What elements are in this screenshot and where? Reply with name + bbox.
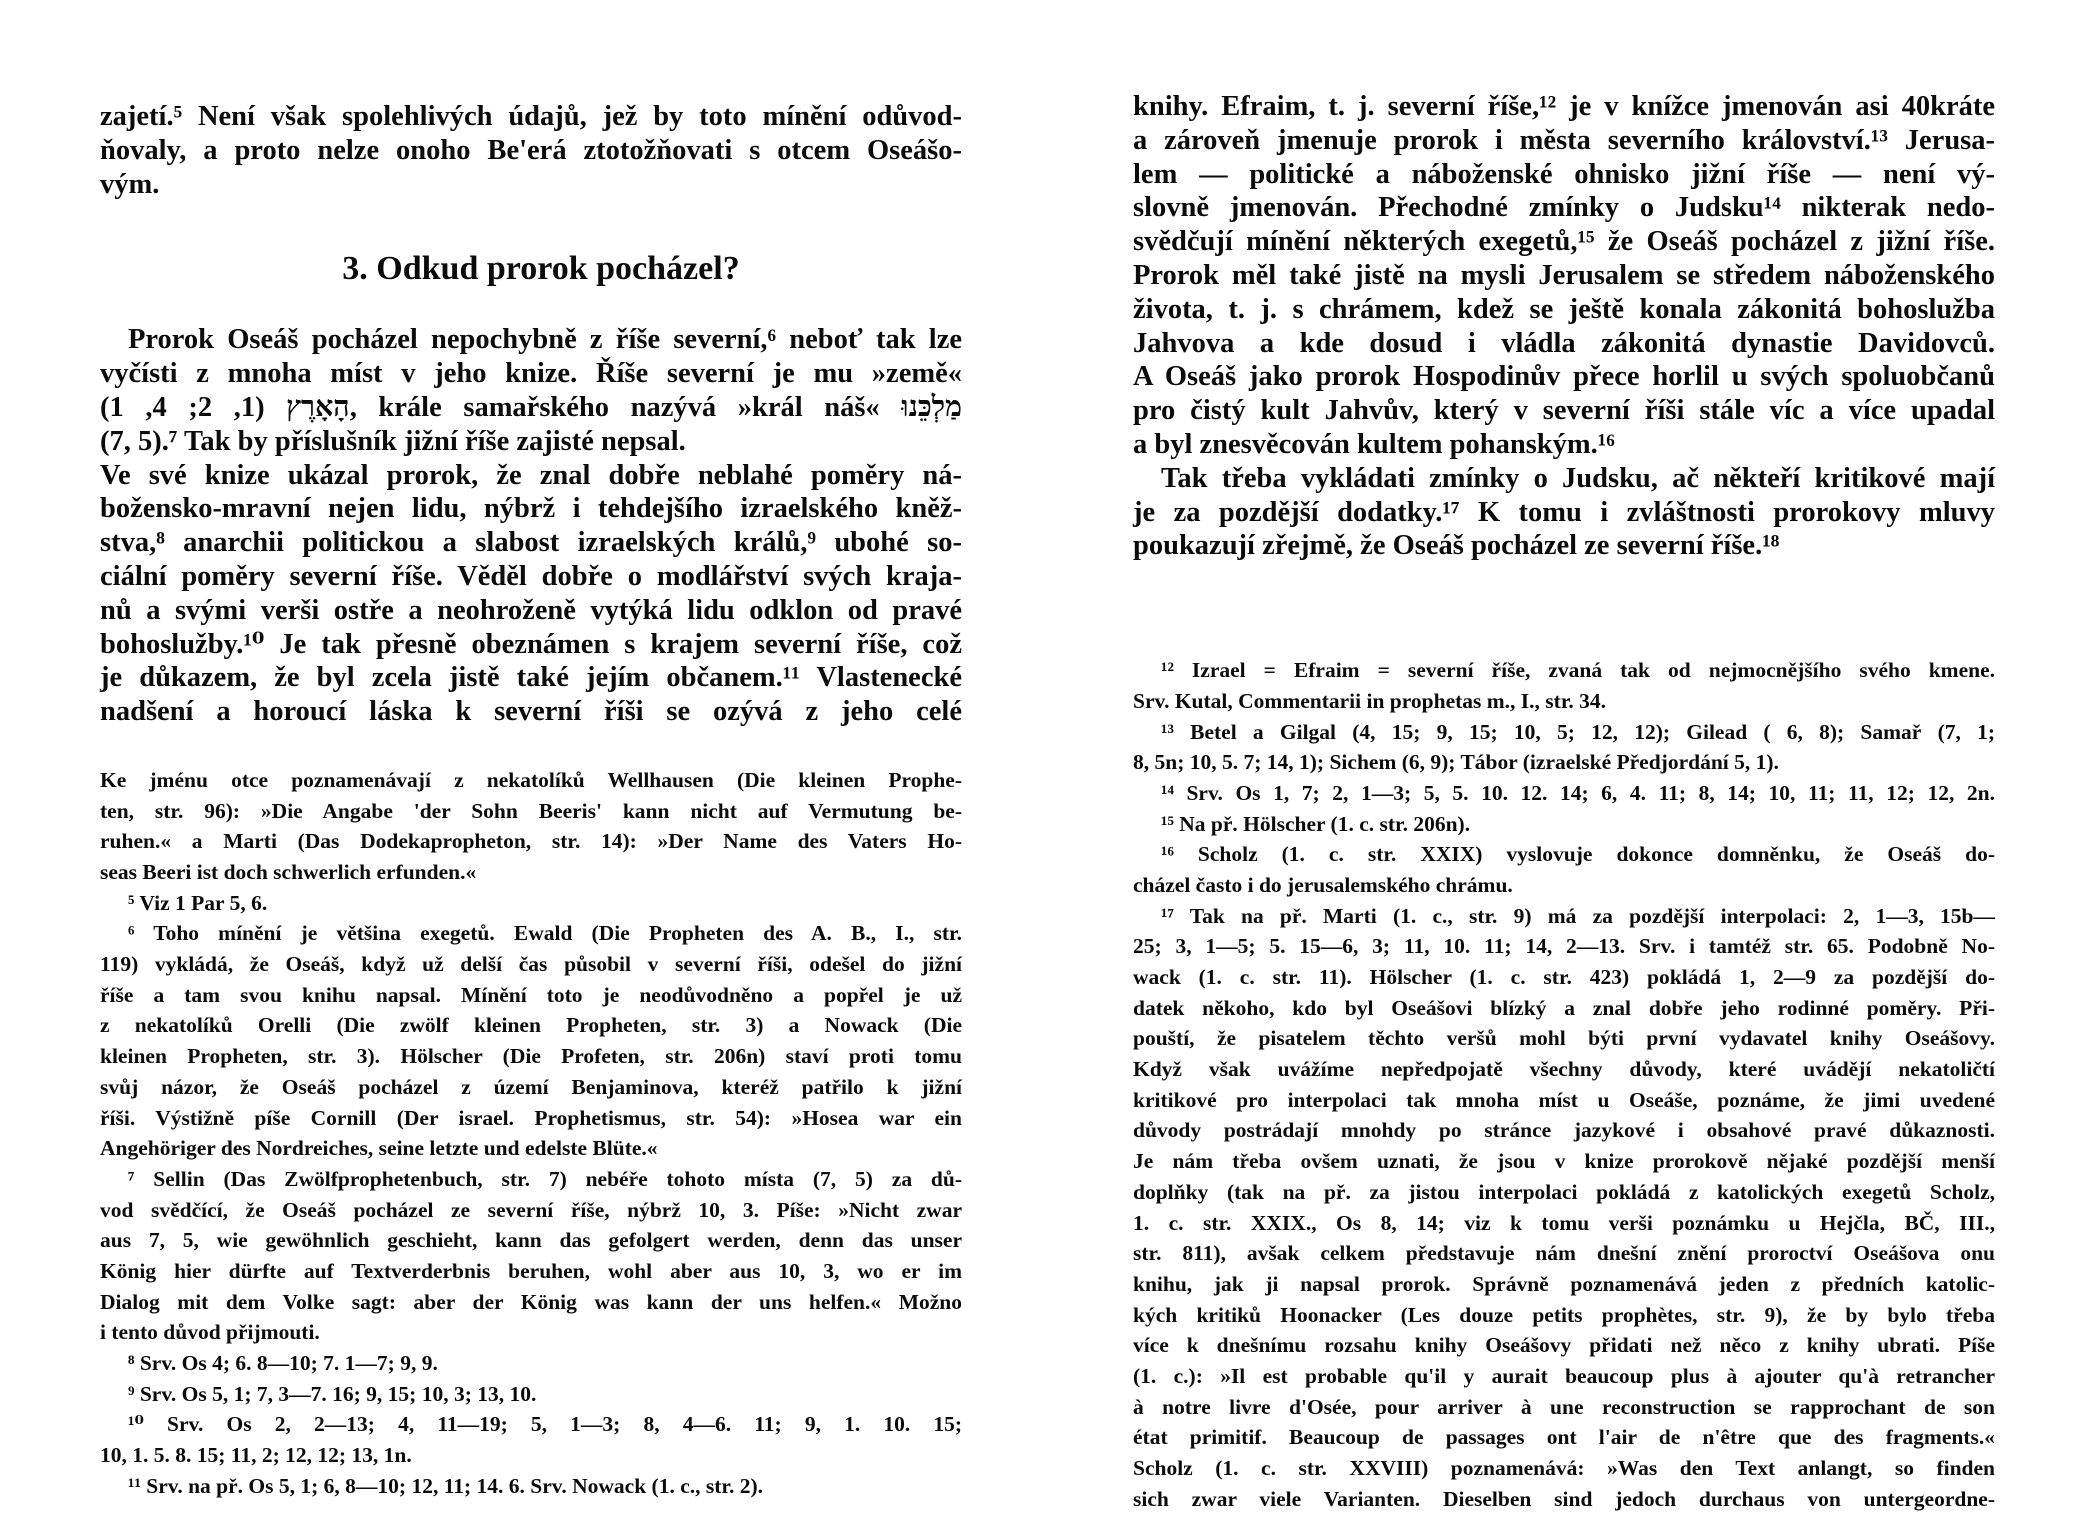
footnote-line: sich zwar viele Varianten. Dieselben sind jedoch durchaus von untergeordne- — [1133, 1486, 1995, 1511]
footnote-line: pouští, že pisatelem těchto veršů mohl býti první vydavatel knihy Oseášovy. — [1133, 1026, 1995, 1051]
footnote-line: aus 7, 5, wie gewöhnlich geschieht, kann das gefolgert werden, denn das unser — [100, 1228, 962, 1253]
text-line: הָאָרֶץ (1, 2; 4, 1), krále samařského nazývá »král náš« מַלְכֵּנוּ — [100, 391, 963, 423]
text-line: je za pozdější dodatky.¹⁷ K tomu i zvláštnosti prorokovy mluvy — [1133, 496, 1995, 528]
text-line: Tak třeba vykládati zmínky o Judsku, ač někteří kritikové mají — [1161, 462, 1995, 494]
footnote-line: ⁶ Toho mínění je většina exegetů. Ewald (Die Propheten des A. B., I., str. — [128, 921, 962, 946]
footnote-line: Srv. Kutal, Commentarii in prophetas m., I., str. 34. — [1133, 688, 1607, 713]
footnote-line: 119) vykládá, že Oseáš, když už delší čas působil v severní říši, odešel do jižní — [100, 952, 962, 977]
footnote-line: Dialog mit dem Volke sagt: aber der König was kann der uns helfen.« Možno — [100, 1289, 962, 1314]
text-line: vyčísti z mnoha míst v jeho knize. Říše severní je mu »země« — [100, 358, 962, 390]
footnote-line: kých kritiků Hoonacker (Les douze petits prophètes, str. 9), že by bylo třeba — [1133, 1302, 1995, 1327]
text-line: lem — politické a náboženské ohnisko jižní říše — není vý- — [1133, 158, 1995, 190]
text-line: vým. — [100, 168, 160, 200]
footnote-line: ¹² Izrael = Efraim = severní říše, zvaná tak od nejmocnějšího svého kmene. — [1161, 658, 1995, 683]
footnote-line: ¹³ Betel a Gilgal (4, 15; 9, 15; 10, 5; 12, 12); Gilead ( 6, 8); Samař (7, 1; — [1161, 719, 1995, 744]
footnote-line: ¹¹ Srv. na př. Os 5, 1; 6, 8—10; 12, 11; 14. 6. Srv. Nowack (1. c., str. 2). — [128, 1473, 763, 1498]
footnote-line: seas Beeri ist doch schwerlich erfunden.« — [100, 860, 477, 885]
left-footnotes — [100, 765, 962, 1502]
text-line: Prorok měl také jistě na mysli Jerusalem se středem náboženského — [1133, 259, 1995, 291]
footnote-line: Scholz (1. c. str. XXVIII) poznamenává: »Was den Text anlangt, so finden — [1133, 1456, 1995, 1481]
left-body-paragraph — [100, 323, 962, 729]
text-line: bohoslužby.¹⁰ Je tak přesně obeznámen s krajem severní říše, což — [100, 628, 962, 660]
footnote-line: ¹⁴ Srv. Os 1, 7; 2, 1—3; 5, 5. 10. 12. 14; 6, 4. 11; 8, 14; 10, 11; 11, 12; 12, 2n. — [1161, 780, 1995, 805]
footnote-line: 25; 3, 1—5; 5. 15—6, 3; 11, 10. 11; 14, 2—13. Srv. i tamtéž str. 65. Podobně No- — [1133, 934, 1995, 959]
text-line: Ve své knize ukázal prorok, že znal dobře neblahé poměry ná- — [100, 459, 962, 491]
footnote-line: cházel často i do jerusalemského chrámu. — [1133, 872, 1513, 897]
footnote-line: doplňky (tak na př. za jistou interpolaci pokládá z katolických exegetů Scholz, — [1133, 1179, 1995, 1204]
footnote-line: str. 811), avšak celkem představuje nám dnešní znění proroctví Oseášova onu — [1133, 1241, 1995, 1266]
footnote-line: 8, 5n; 10, 5. 7; 14, 1); Sichem (6, 9); Tábor (izraelské Předjordání 5, 1). — [1133, 750, 1779, 775]
footnote-line: Ke jménu otce poznamenávají z nekatolíků Wellhausen (Die kleinen Prophe- — [100, 767, 962, 792]
right-footnotes — [1133, 655, 1995, 1514]
footnote-line: à notre livre d'Osée, pour arriver à une reconstruction se rapprochant de son — [1133, 1394, 1995, 1419]
footnote-line: ¹⁵ Na př. Hölscher (1. c. str. 206n). — [1161, 811, 1471, 836]
text-line: a zároveň jmenuje prorok i města severního království.¹³ Jerusa- — [1133, 124, 1995, 156]
text-line: pro čistý kult Jahvův, který v severní říši stále víc a více upadal — [1133, 395, 1995, 427]
footnote-line: říše a tam svou knihu napsal. Mínění toto je neodůvodněno a popřel je už — [100, 982, 962, 1007]
footnote-line: ¹⁶ Scholz (1. c. str. XXIX) vyslovuje dokonce domněnku, že Oseáš do- — [1161, 842, 1995, 867]
footnote-line: Když však uvážíme nepředpojatě všechny důvody, které uvádějí nekatoličtí — [1133, 1057, 1995, 1082]
footnote-line: ruhen.« a Marti (Das Dodekapropheton, str. 14): »Der Name des Vaters Ho- — [100, 829, 962, 854]
text-line: A Oseáš jako prorok Hospodinův přece horlil u svých spoluobčanů — [1133, 361, 1995, 393]
section-heading: 3. Odkud prorok pocházel? — [342, 250, 740, 288]
text-line: stva,⁸ anarchii politickou a slabost izraelských králů,⁹ ubohé so- — [100, 527, 962, 559]
left-intro-paragraph — [100, 100, 962, 201]
right-body-paragraph — [1133, 90, 1995, 563]
left-page — [100, 0, 962, 1501]
footnote-line: Angehöriger des Nordreiches, seine letzte und edelste Blüte.« — [100, 1136, 658, 1161]
footnote-line: König hier dürfte auf Textverderbnis beruhen, wohl aber aus 10, 3, wo er im — [100, 1258, 962, 1283]
footnote-line: datek někoho, kdo byl Oseášovi blízký a znal dobře jeho rodinné poměry. Při- — [1133, 995, 1995, 1020]
text-line: je důkazem, že byl zcela jistě také jejím občanem.¹¹ Vlastenecké — [100, 662, 962, 694]
footnote-line: ¹⁰ Srv. Os 2, 2—13; 4, 11—19; 5, 1—3; 8, 4—6. 11; 9, 1. 10. 15; — [128, 1412, 962, 1437]
text-line: ciální poměry severní říše. Věděl dobře o modlářství svých kraja- — [100, 560, 962, 592]
footnote-line: ⁹ Srv. Os 5, 1; 7, 3—7. 16; 9, 15; 10, 3; 13, 10. — [128, 1381, 537, 1406]
text-line: (7, 5).⁷ Tak by příslušník jižní říše zajisté nepsal. — [100, 425, 686, 457]
footnote-line: ⁷ Sellin (Das Zwölfprophetenbuch, str. 7) nebéře tohoto místa (7, 5) za dů- — [128, 1166, 962, 1191]
footnote-line: svůj názor, že Oseáš pocházel z území Benjaminova, kteréž patřilo k jižní — [100, 1074, 962, 1099]
footnote-line: vod svědčící, že Oseáš pocházel ze severní říše, nýbrž 10, 3. Píše: »Nicht zwar — [100, 1197, 962, 1222]
text-line: zajetí.⁵ Není však spolehlivých údajů, jež by toto mínění odůvod- — [100, 101, 962, 132]
text-line: božensko-mravní nejen lidu, nýbrž i tehdejšího izraelského kněž- — [100, 493, 962, 525]
footnote-line: říši. Výstižně píše Cornill (Der israel. Prophetismus, str. 54): »Hosea war ein — [100, 1105, 962, 1130]
footnote-line: Je nám třeba ovšem uznati, že jsou v knize prorokově nějaké pozdější menší — [1133, 1149, 1995, 1174]
footnote-line: ⁸ Srv. Os 4; 6. 8—10; 7. 1—7; 9, 9. — [128, 1351, 438, 1376]
text-line: nů a svými verši ostře a neohroženě vytýká lidu odklon od pravé — [100, 594, 962, 626]
text-line: knihy. Efraim, t. j. severní říše,¹² je v knížce jmenován asi 40kráte — [1133, 91, 1995, 122]
text-line: a byl znesvěcován kultem pohanským.¹⁶ — [1133, 428, 1615, 460]
text-line: Prorok Oseáš pocházel nepochybně z říše severní,⁶ neboť tak lze — [128, 324, 962, 356]
footnote-line: důvody postrádají mnohdy po stránce jazykové i obsahové pravé důkaznosti. — [1133, 1118, 1995, 1143]
footnote-line: 1. c. str. XXIX., Os 8, 14; viz k tomu verši poznámku u Hejčla, BČ, III., — [1133, 1210, 1995, 1235]
right-page — [1133, 0, 1995, 1514]
footnote-line: z nekatolíků Orelli (Die zwölf kleinen Propheten, str. 3) a Nowack (Die — [100, 1013, 962, 1038]
footnote-line: i tento důvod přijmouti. — [100, 1320, 320, 1345]
text-line: poukazují zřejmě, že Oseáš pocházel ze severní říše.¹⁸ — [1133, 530, 1780, 562]
footnote-line: kritikové pro interpolaci tak mnoha míst u Oseáše, poznáme, že jimi uvedené — [1133, 1087, 1995, 1112]
footnote-line: knihu, jak ji napsal prorok. Správně poznamenává jeden z předních katolic- — [1133, 1271, 1995, 1296]
footnote-line: kleinen Propheten, str. 3). Hölscher (Die Profeten, str. 206n) staví proti tomu — [100, 1044, 962, 1069]
text-line: života, t. j. s chrámem, kdež se ještě konala zákonitá bohoslužba — [1133, 293, 1995, 325]
footnote-line: více k dnešnímu rozsahu knihy Oseášovy přidati než něco z knihy ubrati. Píše — [1133, 1333, 1995, 1358]
text-line: nadšení a horoucí láska k severní říši se ozývá z jeho celé — [100, 696, 962, 728]
footnote-line: ⁵ Viz 1 Par 5, 6. — [128, 890, 268, 915]
footnote-line: état primitif. Beaucoup de passages ont l'air de n'être que des fragments.« — [1133, 1425, 1995, 1450]
footnote-line: 10, 1. 5. 8. 15; 11, 2; 12, 12; 13, 1n. — [100, 1443, 412, 1468]
footnote-line: wack (1. c. str. 11). Hölscher (1. c. str. 423) pokládá 1, 2—9 za pozdější do- — [1133, 965, 1995, 990]
text-line: slovně jmenován. Přechodné zmínky o Judsku¹⁴ nikterak nedo- — [1133, 192, 1995, 224]
footnote-line: (1. c.): »Il est probable qu'il y aurait beaucoup plus à ajouter qu'à retrancher — [1133, 1363, 1995, 1388]
text-line: svědčují mínění některých exegetů,¹⁵ že Oseáš pocházel z jižní říše. — [1133, 226, 1995, 258]
text-line: Jahvova a kde dosud i vládla zákonitá dynastie Davidovců. — [1133, 327, 1995, 359]
footnote-line: ¹⁷ Tak na př. Marti (1. c., str. 9) má za pozdější interpolaci: 2, 1—3, 15b— — [1161, 903, 1995, 928]
text-line: ňovaly, a proto nelze onoho Be'erá ztotožňovati s otcem Oseášo- — [100, 134, 962, 166]
footnote-line: ten, str. 96): »Die Angabe 'der Sohn Beeris' kann nicht auf Vermutung be- — [100, 798, 962, 823]
